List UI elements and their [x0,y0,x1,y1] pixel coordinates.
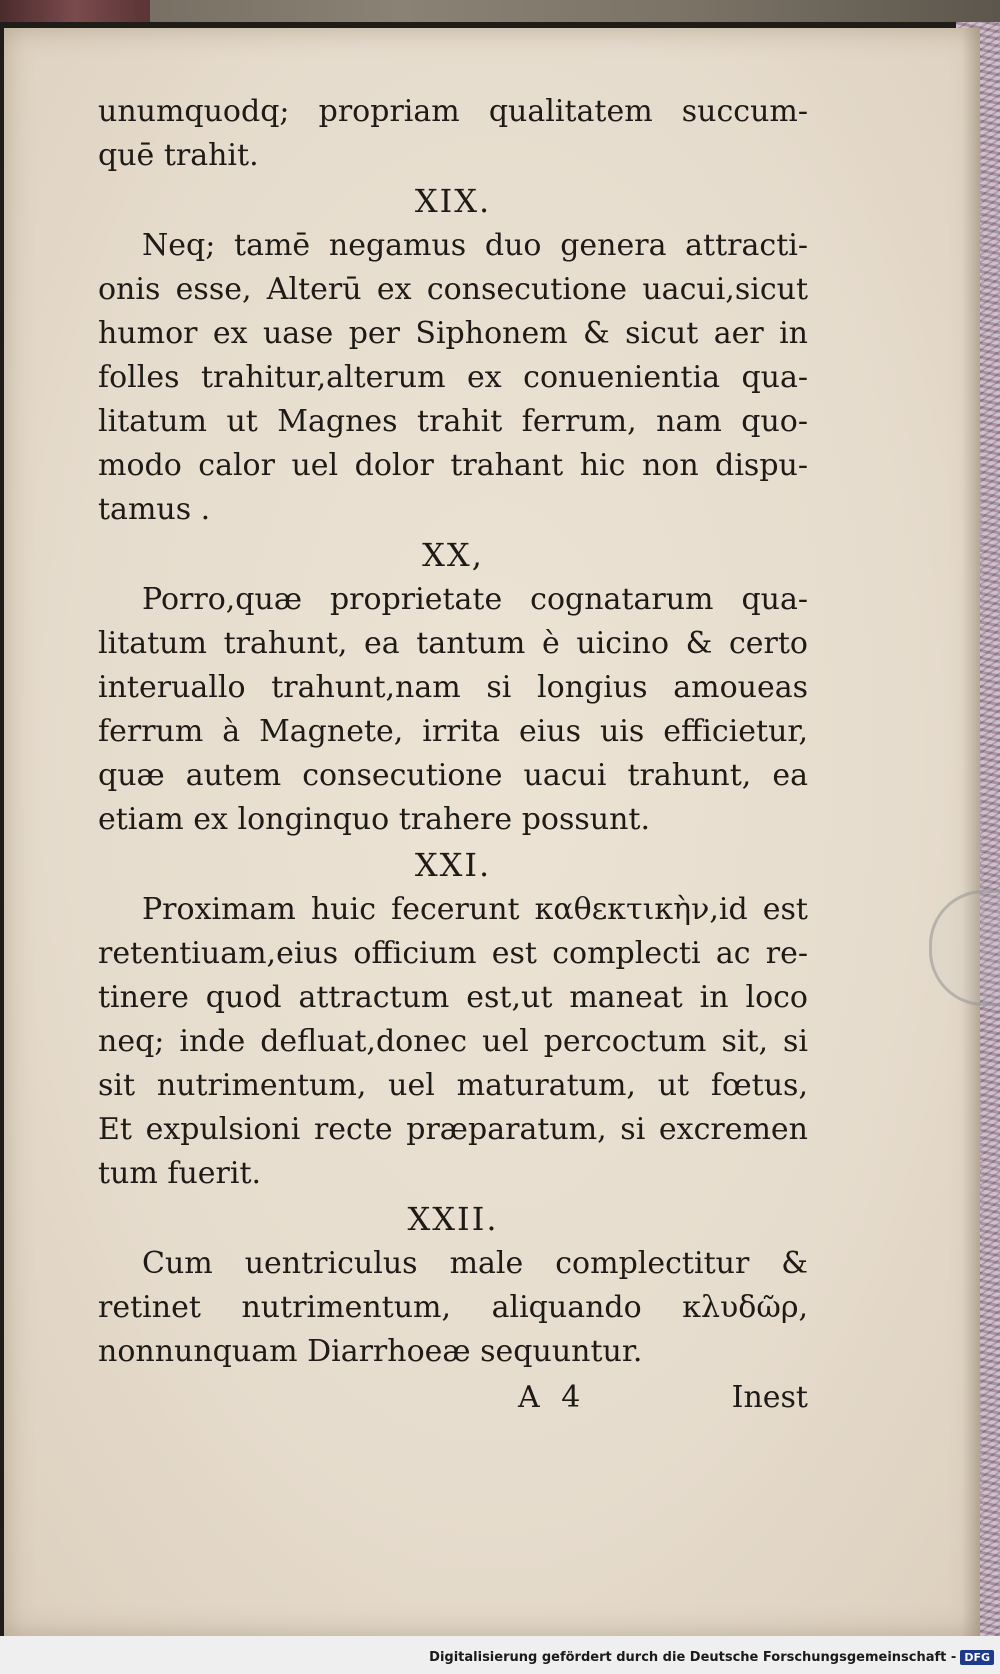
catchword: Inest [731,1380,808,1415]
text-line: tamus . [98,492,211,527]
dfg-logo-icon: DFG [960,1650,994,1665]
text-line: humor ex uase per Siphonem & sicut aer in [98,316,808,351]
text-line: onis esse, Alterū ex consecutione uacui,sicut [98,272,808,307]
credit-strip [0,1636,1000,1674]
text-line: Cum uentriculus male complectitur & [142,1246,808,1281]
text-line: Porro,quæ proprietate cognatarum qua- [142,582,808,617]
page-fold-shadow [962,28,980,1636]
page-footer [98,1374,808,1422]
book-top-edge [0,0,1000,22]
book-spine [0,0,150,22]
text-line: retentiuam,eius officium est complecti ac re- [98,936,808,971]
text-line: litatum ut Magnes trahit ferrum, nam quo- [98,404,808,439]
text-line: quē trahit. [98,138,259,173]
text-line: retinet nutrimentum, aliquando κλυδῶρ, [98,1290,808,1325]
text-line: ferrum à Magnete, irrita eius uis efficietur, [98,714,808,749]
credit-text: Digitalisierung gefördert durch die Deutsche Forschungsgemeinschaft - [429,1650,957,1665]
page-text [98,90,808,1422]
text-line: Proximam huic fecerunt καθεκτικὴν,id est [142,892,808,927]
text-line: litatum trahunt, ea tantum è uicino & certo [98,626,808,661]
text-line: nonnunquam Diarrhoeæ sequuntur. [98,1334,643,1369]
text-line: unumquodq; propriam qualitatem succum- [98,94,808,129]
book-page [4,28,980,1636]
text-line: modo calor uel dolor trahant hic non dispu- [98,448,808,483]
text-line: sit nutrimentum, uel maturatum, ut fœtus, [98,1068,808,1103]
text-line: Et expulsioni recte præparatum, si excremen [98,1112,808,1147]
signature-mark: A 4 [518,1380,587,1415]
text-line: tinere quod attractum est,ut maneat in loco [98,980,808,1015]
section-heading-xxii: XXII. [407,1200,499,1238]
text-line: neq; inde defluat,donec uel percoctum sit, si [98,1024,808,1059]
text-line: folles trahitur,alterum ex conuenientia qua- [98,360,808,395]
text-line: quæ autem consecutione uacui trahunt, ea [98,758,808,793]
dfg-credit [429,1650,994,1665]
text-line: interuallo trahunt,nam si longius amoueas [98,670,808,705]
text-line: etiam ex longinquo trahere possunt. [98,802,650,837]
section-heading-xix: XIX. [414,182,492,220]
text-line: tum fuerit. [98,1156,262,1191]
section-heading-xxi: XXI. [414,846,492,884]
section-heading-xx: XX, [422,536,484,574]
text-line: Neq; tamē negamus duo genera attracti- [142,228,808,263]
